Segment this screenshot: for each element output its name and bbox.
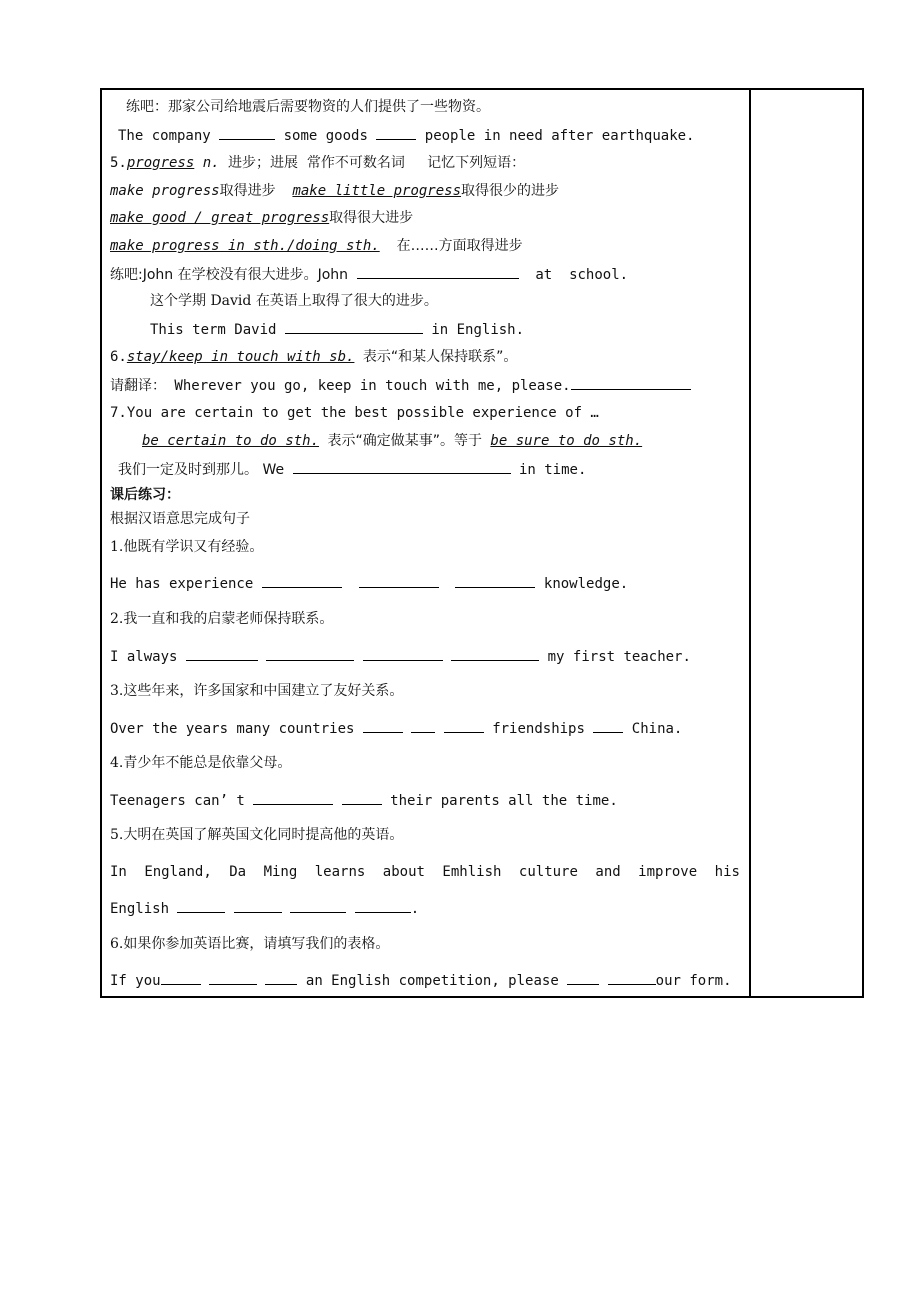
blank[interactable] [363,719,403,733]
blank[interactable] [363,647,443,661]
blank[interactable] [209,971,257,985]
blank[interactable] [451,647,539,661]
line-9: This term David in English. [150,322,525,338]
blank[interactable] [342,791,382,805]
answer-5-continued: English . [110,901,420,917]
blank[interactable] [265,971,297,985]
line-3: 5.progress n. 进步；进展 常作不可数名词 记忆下列短语： [110,155,526,171]
blank[interactable] [262,574,342,588]
answer-2: I always my first teacher. [110,649,691,665]
blank[interactable] [608,971,656,985]
answer-5-word: In [110,864,127,880]
line-11: 请翻译： Wherever you go, keep in touch with me, please. [110,376,691,395]
blank[interactable] [571,376,691,390]
line-2: The company some goods people in need after earthquake. [118,128,695,144]
blank[interactable] [253,791,333,805]
line-5: make good / great progress取得很大进步 [110,210,414,226]
answer-5-word: and [595,864,621,880]
answer-5-word: Da [229,864,247,880]
blank[interactable] [266,647,354,661]
blank[interactable] [234,899,282,913]
answer-5-word: Emhlish [442,864,502,880]
blank[interactable] [411,719,435,733]
answer-6: If you an English competition, please our form. [110,973,732,989]
answer-5-word: his [714,864,740,880]
answer-1: He has experience knowledge. [110,576,629,592]
line-12: 7.You are certain to get the best possible experience of … [110,405,599,421]
blank[interactable] [444,719,484,733]
blank[interactable] [293,460,511,474]
line-13: be certain to do sth. 表示“确定做某事”。等于 be sure to do sth. [142,433,643,449]
line-7: 练吧:John 在学校没有很大进步。John at school. [110,267,629,283]
blank[interactable] [567,971,599,985]
section-heading: 课后练习： [110,487,180,503]
section-instructions: 根据汉语意思完成句子 [110,511,250,527]
answer-5-word: Ming [263,864,298,880]
blank[interactable] [355,899,411,913]
question-3: 3.这些年来，许多国家和中国建立了友好关系。 [110,683,404,699]
question-5: 5.大明在英国了解英国文化同时提高他的英语。 [110,827,404,843]
answer-5 [110,863,740,881]
question-2: 2.我一直和我的启蒙老师保持联系。 [110,611,334,627]
blank[interactable] [357,265,519,279]
blank[interactable] [290,899,346,913]
blank[interactable] [593,719,623,733]
answer-5-word: improve [638,864,698,880]
blank[interactable] [161,971,201,985]
blank[interactable] [285,320,423,334]
line-6: make progress in sth./doing sth. 在……方面取得进步 [110,238,523,254]
answer-5-word: England, [144,864,212,880]
question-6: 6.如果你参加英语比赛，请填写我们的表格。 [110,936,390,952]
question-1: 1.他既有学识又有经验。 [110,539,264,555]
blank[interactable] [219,126,275,140]
line-4: make progress取得进步 make little progress取得很少的进步 [110,183,560,199]
blank[interactable] [186,647,258,661]
line-14: 我们一定及时到那儿。 We in time. [118,462,587,478]
blank[interactable] [376,126,416,140]
answer-3: Over the years many countries friendships China. [110,721,683,737]
blank[interactable] [177,899,225,913]
line-1: 练吧：那家公司给地震后需要物资的人们提供了一些物资。 [126,99,490,115]
blank[interactable] [455,574,535,588]
answer-5-word: culture [518,864,578,880]
question-4: 4.青少年不能总是依靠父母。 [110,755,292,771]
answer-5-word: about [382,864,425,880]
exercise-table [100,88,864,998]
line-8: 这个学期 David 在英语上取得了很大的进步。 [150,293,438,309]
line-10: 6.stay/keep in touch with sb. 表示“和某人保持联系”。 [110,349,518,365]
column-divider [749,90,751,996]
blank[interactable] [359,574,439,588]
answer-4: Teenagers can’ t their parents all the time. [110,793,618,809]
answer-5-word: learns [314,864,366,880]
